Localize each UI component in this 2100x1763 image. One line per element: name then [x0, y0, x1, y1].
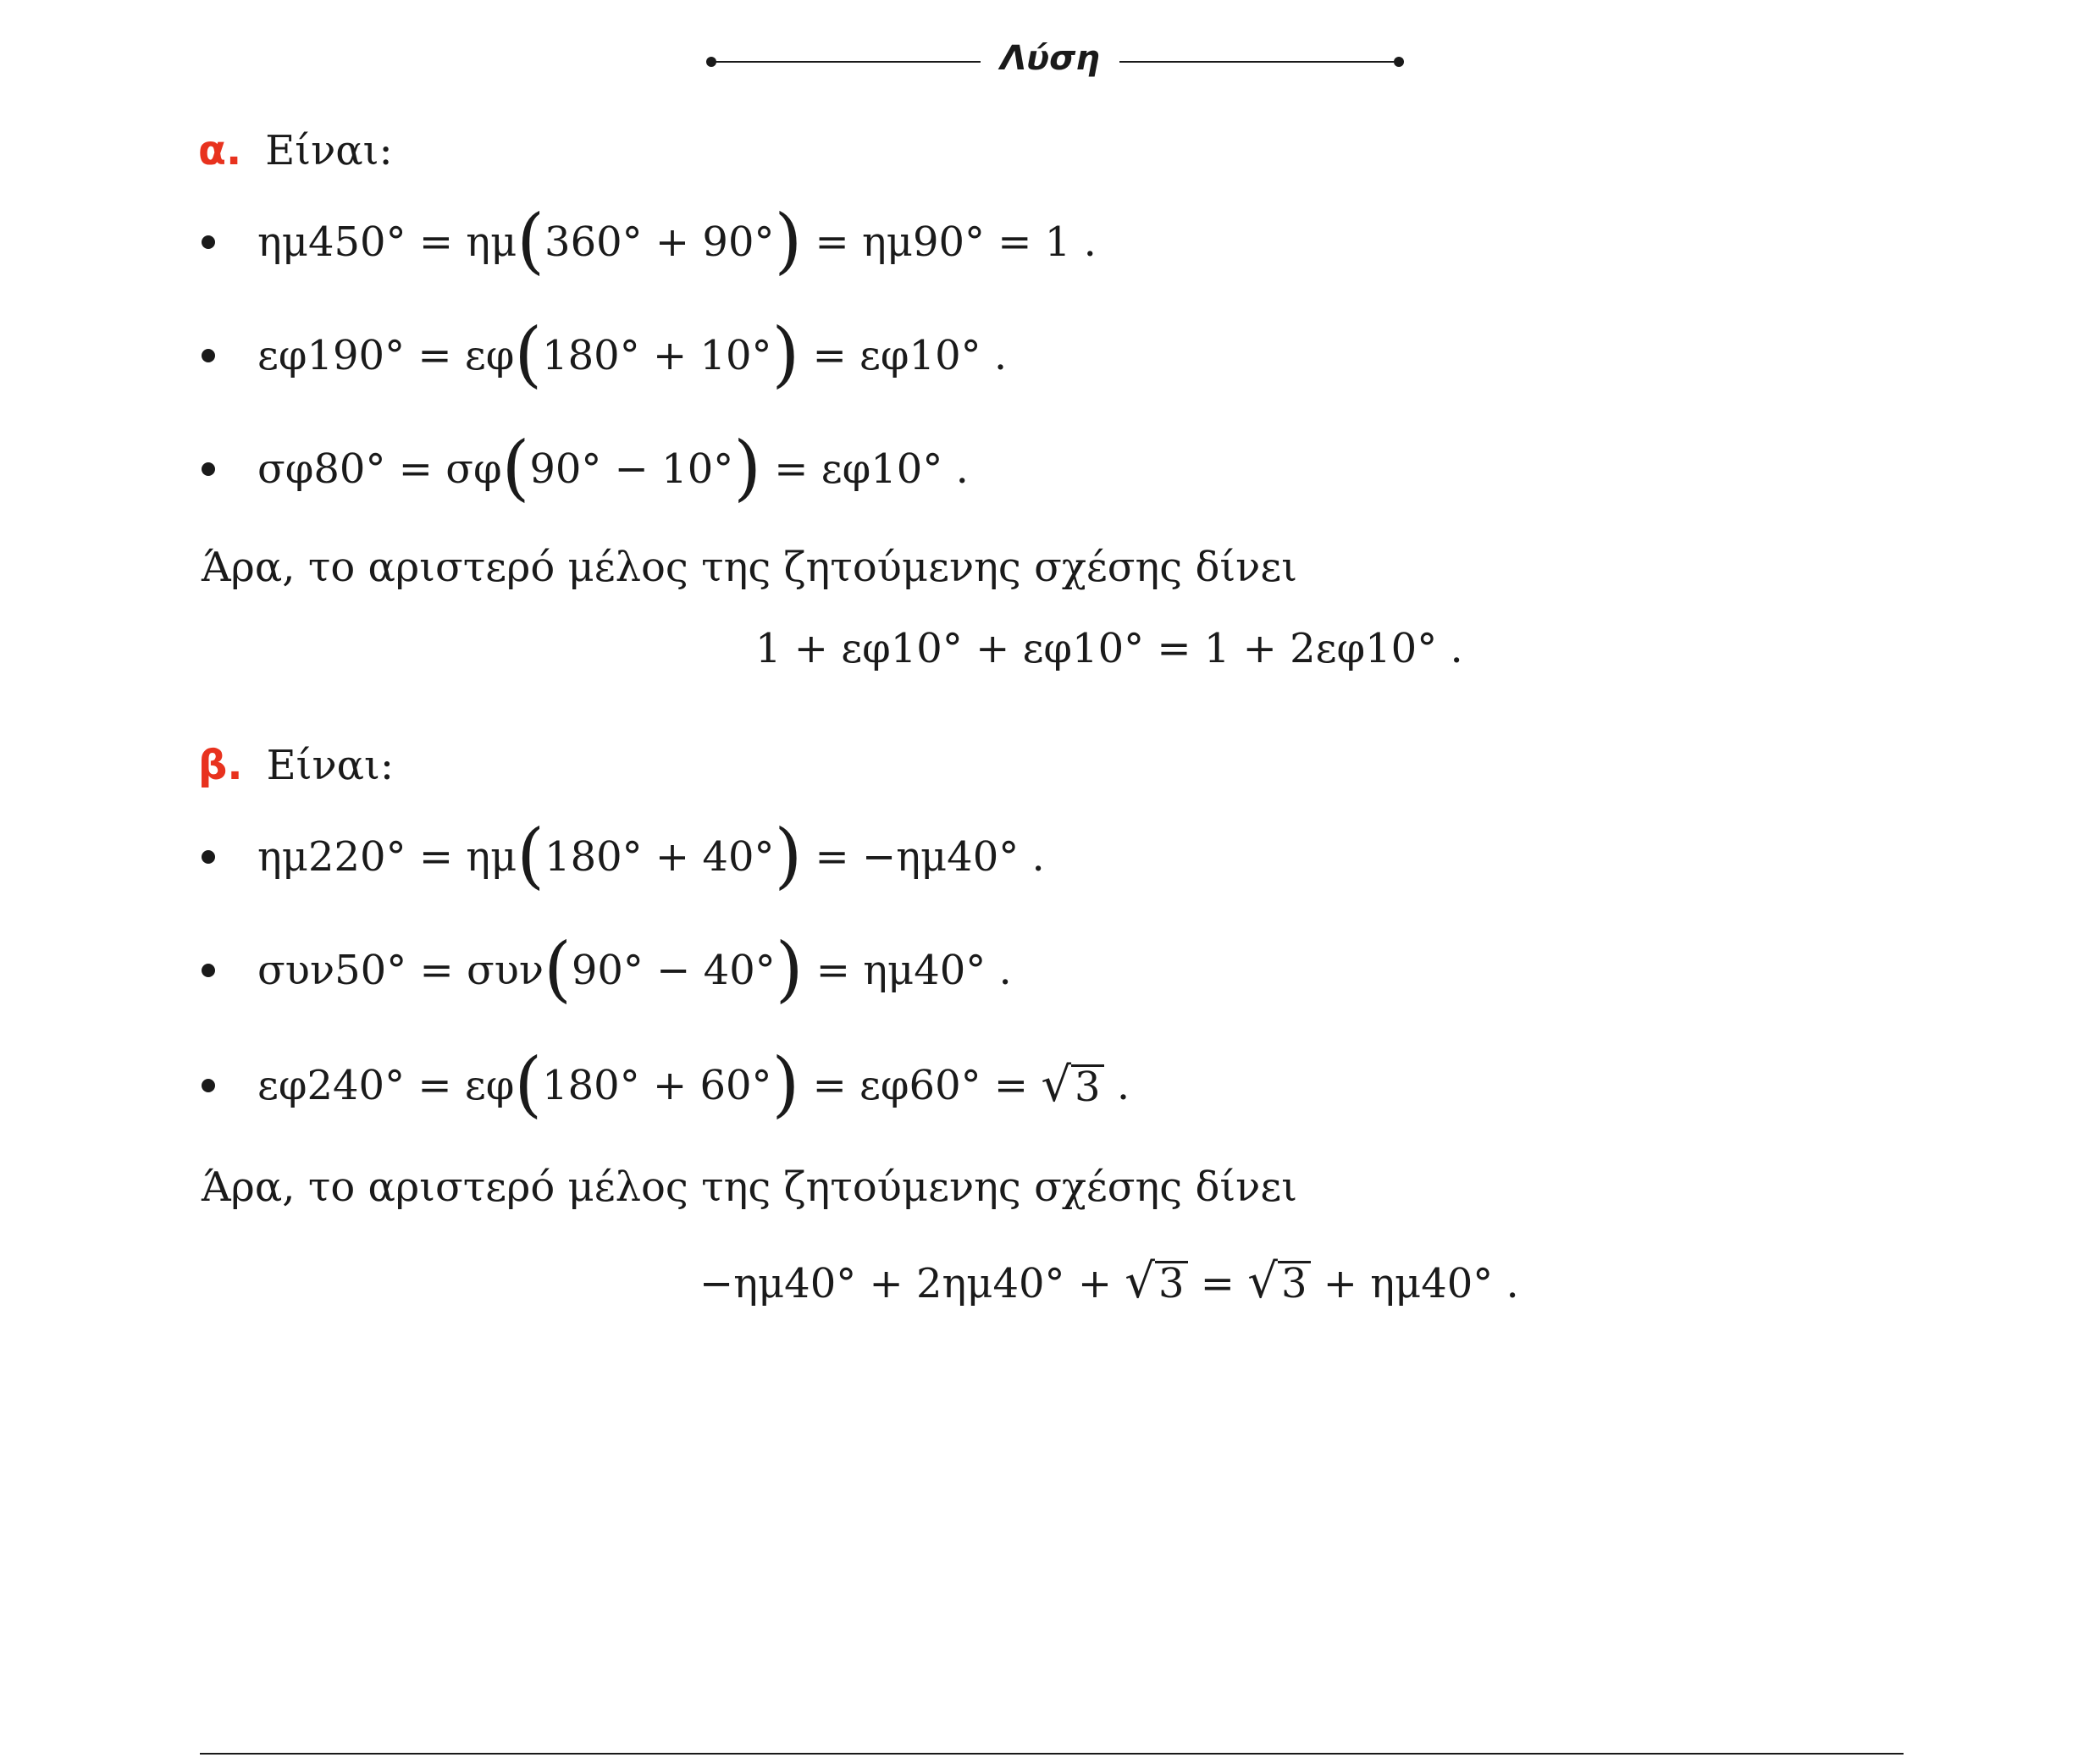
- footer-rule: [200, 1753, 1904, 1755]
- part-a-line-3: [202, 426, 969, 509]
- result-part-1: −ημ40° + 2ημ40° +: [699, 1260, 1113, 1307]
- part-b-label: β.: [198, 742, 243, 789]
- part-b-intro: Είναι:: [266, 742, 395, 789]
- expr-lhs: ημ450° = ημ: [257, 218, 517, 266]
- part-a-line-2: [202, 312, 1008, 395]
- right-paren: ): [733, 426, 762, 509]
- part-b-result: [699, 1254, 1519, 1309]
- right-paren: ): [774, 199, 803, 282]
- part-a-label: α.: [198, 127, 242, 174]
- left-paren: (: [517, 199, 545, 282]
- expr-inner: 90° − 40°: [571, 947, 776, 994]
- part-b-line-1: [202, 814, 1045, 897]
- sqrt-radicand: 3: [1071, 1064, 1104, 1108]
- right-paren: ): [774, 814, 803, 897]
- right-paren: ): [771, 312, 800, 395]
- expr-rhs: = εφ60° =: [812, 1062, 1029, 1109]
- expr-rhs: = ημ90° = 1 .: [815, 218, 1097, 266]
- bullet-icon: [202, 349, 215, 362]
- header-rule-right: [1119, 61, 1394, 63]
- expr-inner: 180° + 60°: [542, 1062, 772, 1109]
- part-b-line-2: [202, 927, 1012, 1010]
- sqrt-radicand: 3: [1278, 1261, 1311, 1304]
- bullet-icon: [202, 850, 215, 864]
- expr-rhs: = εφ10° .: [812, 332, 1008, 379]
- expr-rhs: = εφ10° .: [774, 445, 969, 493]
- header-dot-right: [1394, 57, 1404, 67]
- part-b-heading: [198, 740, 394, 791]
- part-a-result: 1 + εφ10° + εφ10° = 1 + 2εφ10° .: [755, 625, 1463, 672]
- bullet-icon: [202, 235, 215, 249]
- result-part-3: + ημ40° .: [1323, 1260, 1519, 1307]
- expr-lhs: συν50° = συν: [257, 947, 544, 994]
- left-paren: (: [514, 1042, 543, 1125]
- part-b-conclusion: Άρα, το αριστερό μέλος της ζητούμενης σχέσης δίνει: [202, 1163, 1298, 1211]
- expr-lhs: ημ220° = ημ: [257, 833, 517, 881]
- expr-lhs: εφ190° = εφ: [257, 332, 515, 379]
- part-a-intro: Είναι:: [265, 127, 393, 174]
- solution-header: [706, 36, 1404, 86]
- expr-rhs: = ημ40° .: [815, 947, 1012, 994]
- expr-lhs: εφ240° = εφ: [257, 1062, 515, 1109]
- right-paren: ): [775, 927, 804, 1010]
- result-equals: =: [1200, 1260, 1235, 1307]
- bullet-icon: [202, 462, 215, 476]
- expr-tail: .: [1116, 1062, 1130, 1109]
- left-paren: (: [501, 426, 530, 509]
- sqrt-radicand: 3: [1155, 1261, 1188, 1304]
- solution-title: Λύση: [1000, 39, 1100, 78]
- sqrt-icon: √: [1125, 1254, 1155, 1309]
- part-a-heading: [198, 125, 393, 176]
- expr-inner: 360° + 90°: [544, 218, 775, 266]
- left-paren: (: [517, 814, 545, 897]
- bullet-icon: [202, 964, 215, 977]
- expr-inner: 180° + 40°: [544, 833, 775, 881]
- part-a-conclusion: Άρα, το αριστερό μέλος της ζητούμενης σχέσης δίνει: [202, 544, 1298, 591]
- header-rule-left: [711, 61, 981, 63]
- right-paren: ): [771, 1042, 800, 1125]
- expr-rhs: = −ημ40° .: [815, 833, 1045, 881]
- part-a-line-1: [202, 199, 1097, 282]
- left-paren: (: [544, 927, 572, 1010]
- part-b-line-3: [202, 1042, 1130, 1125]
- expr-inner: 180° + 10°: [542, 332, 772, 379]
- sqrt-icon: √: [1247, 1254, 1278, 1309]
- expr-lhs: σφ80° = σφ: [257, 445, 502, 493]
- expr-inner: 90° − 10°: [529, 445, 734, 493]
- sqrt-icon: √: [1041, 1058, 1072, 1113]
- left-paren: (: [514, 312, 543, 395]
- bullet-icon: [202, 1079, 215, 1092]
